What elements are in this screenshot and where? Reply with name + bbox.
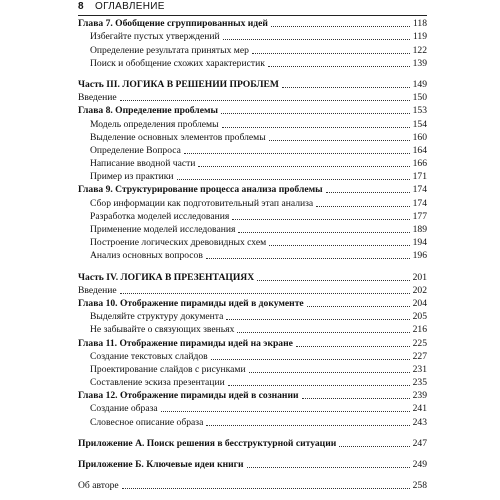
dot-leader (271, 26, 410, 27)
toc-entry-page-number: 249 (412, 459, 427, 470)
toc-entry-section[interactable] (78, 196, 427, 209)
toc-entry-title: Пример из практики (90, 171, 174, 183)
toc-entry-title: Создание образа (90, 403, 158, 415)
toc-entry-title: Разработка моделей исследования (90, 210, 230, 222)
dot-leader (326, 192, 410, 193)
toc-entry-page-number: 231 (412, 363, 427, 375)
dot-leader (226, 319, 409, 320)
dot-leader (232, 219, 409, 220)
toc-entry-chapter[interactable] (78, 104, 427, 117)
toc-entry-chapter[interactable] (78, 336, 427, 349)
toc-entry-page-number: 227 (412, 350, 427, 362)
toc-entry-part[interactable] (78, 78, 427, 91)
toc-entry-title: Применение моделей исследования (90, 224, 236, 235)
toc-entry-chapter[interactable] (78, 17, 427, 30)
toc-entry-title: Сбор информации как подготовительный этап анализа (90, 197, 314, 209)
dot-leader (222, 127, 410, 128)
toc-entry-section[interactable] (78, 30, 427, 43)
toc-entry-page-number: 139 (412, 57, 427, 69)
toc-entry-section[interactable] (78, 223, 427, 236)
toc-entry-section[interactable] (78, 310, 427, 323)
dot-leader (221, 113, 410, 114)
dot-leader (206, 425, 409, 426)
toc-entry-page-number: 166 (412, 158, 427, 170)
toc-entry-page-number: 241 (412, 403, 427, 415)
dot-leader (177, 179, 410, 180)
dot-leader (120, 100, 410, 101)
toc-entry-title: Написание вводной части (90, 158, 196, 170)
toc-entry-title: Приложение Б. Ключевые идеи книги (78, 459, 244, 470)
toc-entry-title: Глава 9. Структурирование процесса анализа проблемы (78, 184, 323, 196)
toc-entry-title: Построение логических древовидных схем (90, 237, 267, 249)
toc-entry-section[interactable] (78, 210, 427, 223)
toc-entry-page-number: 225 (412, 337, 427, 349)
toc-entry-section[interactable] (78, 415, 427, 428)
toc-entry-section[interactable] (78, 323, 427, 336)
toc-entry-page-number: 196 (412, 250, 427, 262)
toc-entry-section[interactable] (78, 170, 427, 183)
dot-leader (247, 467, 410, 468)
dot-leader (302, 398, 410, 399)
toc-entry-page-number: 239 (412, 390, 427, 402)
toc-entry-title: Приложение А. Поиск решения в бесструктурной ситуации (78, 437, 337, 449)
toc-entry-page-number: 216 (412, 324, 427, 336)
toc-entry-page-number: 258 (412, 480, 427, 492)
toc-entry-page-number: 122 (412, 44, 427, 56)
dot-leader (228, 385, 410, 386)
toc-entry-title: Об авторе (78, 480, 119, 492)
toc-entry-chapter[interactable] (78, 389, 427, 402)
toc-entry-page-number: 119 (412, 31, 427, 43)
toc-entry-title: Определение Вопроса (90, 144, 181, 156)
dot-leader (316, 206, 409, 207)
toc-entry-intro[interactable] (78, 284, 427, 297)
running-header (78, 2, 428, 12)
toc-entry-intro[interactable] (78, 91, 427, 104)
toc-entry-part[interactable] (78, 270, 427, 283)
toc-entry-title: Модель определения проблемы (90, 118, 219, 130)
toc-entry-section[interactable] (78, 43, 427, 56)
toc-entry-page-number: 153 (412, 105, 427, 117)
dot-leader (307, 306, 410, 307)
toc-entry-page-number: 164 (412, 144, 427, 156)
toc-entry-page-number: 118 (412, 18, 427, 30)
toc-entry-title: Введение (78, 284, 117, 296)
toc-entry-chapter[interactable] (78, 183, 427, 196)
toc-entry-appendix[interactable] (78, 458, 427, 471)
toc-entry-intro[interactable] (78, 479, 427, 492)
toc-entry-page-number: 154 (412, 118, 427, 130)
toc-entry-title: Анализ основных вопросов (90, 250, 203, 262)
dot-leader (198, 166, 409, 167)
toc-entry-title: Поиск и обобщение схожих характеристик (90, 57, 265, 69)
dot-leader (282, 87, 410, 88)
dot-leader (237, 332, 409, 333)
toc-entry-page-number: 177 (412, 210, 427, 222)
toc-entry-section[interactable] (78, 157, 427, 170)
toc-entry-chapter[interactable] (78, 297, 427, 310)
dot-leader (269, 245, 409, 246)
toc-entry-page-number: 243 (412, 416, 427, 428)
dot-leader (252, 53, 410, 54)
toc-entry-section[interactable] (78, 363, 427, 376)
dot-leader (223, 39, 410, 40)
toc-entry-title: Проектирование слайдов с рисунками (90, 363, 246, 375)
toc-entry-section[interactable] (78, 350, 427, 363)
dot-leader (122, 488, 410, 489)
table-of-contents (78, 17, 427, 492)
toc-entry-section[interactable] (78, 402, 427, 415)
toc-entry-section[interactable] (78, 117, 427, 130)
toc-entry-section[interactable] (78, 236, 427, 249)
dot-leader (268, 66, 410, 67)
toc-entry-appendix[interactable] (78, 437, 427, 450)
dot-leader (257, 280, 409, 281)
toc-entry-title: Словесное описание образа (90, 416, 204, 428)
toc-entry-page-number: 174 (412, 197, 427, 209)
toc-entry-title: Глава 8. Определение проблемы (78, 105, 218, 117)
toc-entry-section[interactable] (78, 144, 427, 157)
toc-entry-page-number: 194 (412, 237, 427, 249)
toc-entry-title: Глава 11. Отображение пирамиды идей на экране (78, 337, 293, 349)
toc-entry-title: Определение результата принятых мер (90, 44, 249, 56)
dot-leader (249, 372, 410, 373)
toc-entry-title: Составление эскиза презентации (90, 377, 225, 389)
dot-leader (120, 293, 410, 294)
toc-entry-page-number: 171 (412, 171, 427, 183)
header-rule (78, 15, 427, 16)
dot-leader (339, 446, 409, 447)
dot-leader (211, 359, 410, 360)
toc-entry-page-number: 235 (412, 377, 427, 389)
dot-leader (161, 411, 410, 412)
toc-entry-title: Избегайте пустых утверждений (90, 31, 220, 43)
toc-entry-page-number: 174 (412, 184, 427, 196)
toc-entry-page-number: 202 (412, 284, 427, 296)
toc-entry-title: Введение (78, 92, 117, 104)
toc-entry-page-number: 189 (412, 224, 427, 235)
dot-leader (269, 140, 410, 141)
dot-leader (296, 346, 410, 347)
toc-entry-title: Выделение основных элементов проблемы (90, 131, 266, 143)
toc-entry-title: Глава 7. Обобщение сгруппированных идей (78, 18, 268, 30)
running-head-title: ОГЛАВЛЕНИЕ (95, 1, 165, 12)
toc-entry-page-number: 205 (412, 311, 427, 323)
toc-entry-title: Часть III. ЛОГИКА В РЕШЕНИИ ПРОБЛЕМ (78, 78, 279, 90)
page-number: 8 (78, 1, 84, 12)
toc-entry-title: Создание текстовых слайдов (90, 350, 208, 362)
toc-entry-title: Глава 10. Отображение пирамиды идей в документе (78, 297, 304, 309)
toc-entry-page-number: 149 (412, 78, 427, 90)
toc-entry-title: Часть IV. ЛОГИКА В ПРЕЗЕНТАЦИЯХ (78, 271, 255, 283)
toc-entry-title: Выделяйте структуру документа (90, 311, 224, 323)
toc-entry-page-number: 247 (412, 437, 427, 449)
toc-entry-title: Глава 12. Отображение пирамиды идей в сознании (78, 390, 299, 402)
toc-entry-section[interactable] (78, 131, 427, 144)
toc-entry-page-number: 204 (412, 297, 427, 309)
toc-entry-section[interactable] (78, 249, 427, 262)
dot-leader (238, 232, 409, 233)
dot-leader (184, 153, 410, 154)
toc-entry-title: Не забывайте о связующих звеньях (90, 324, 235, 336)
dot-leader (206, 258, 410, 259)
toc-entry-page-number: 201 (412, 271, 427, 283)
toc-entry-page-number: 160 (412, 131, 427, 143)
toc-entry-section[interactable] (78, 376, 427, 389)
toc-entry-page-number: 150 (412, 92, 427, 104)
toc-entry-section[interactable] (78, 57, 427, 70)
